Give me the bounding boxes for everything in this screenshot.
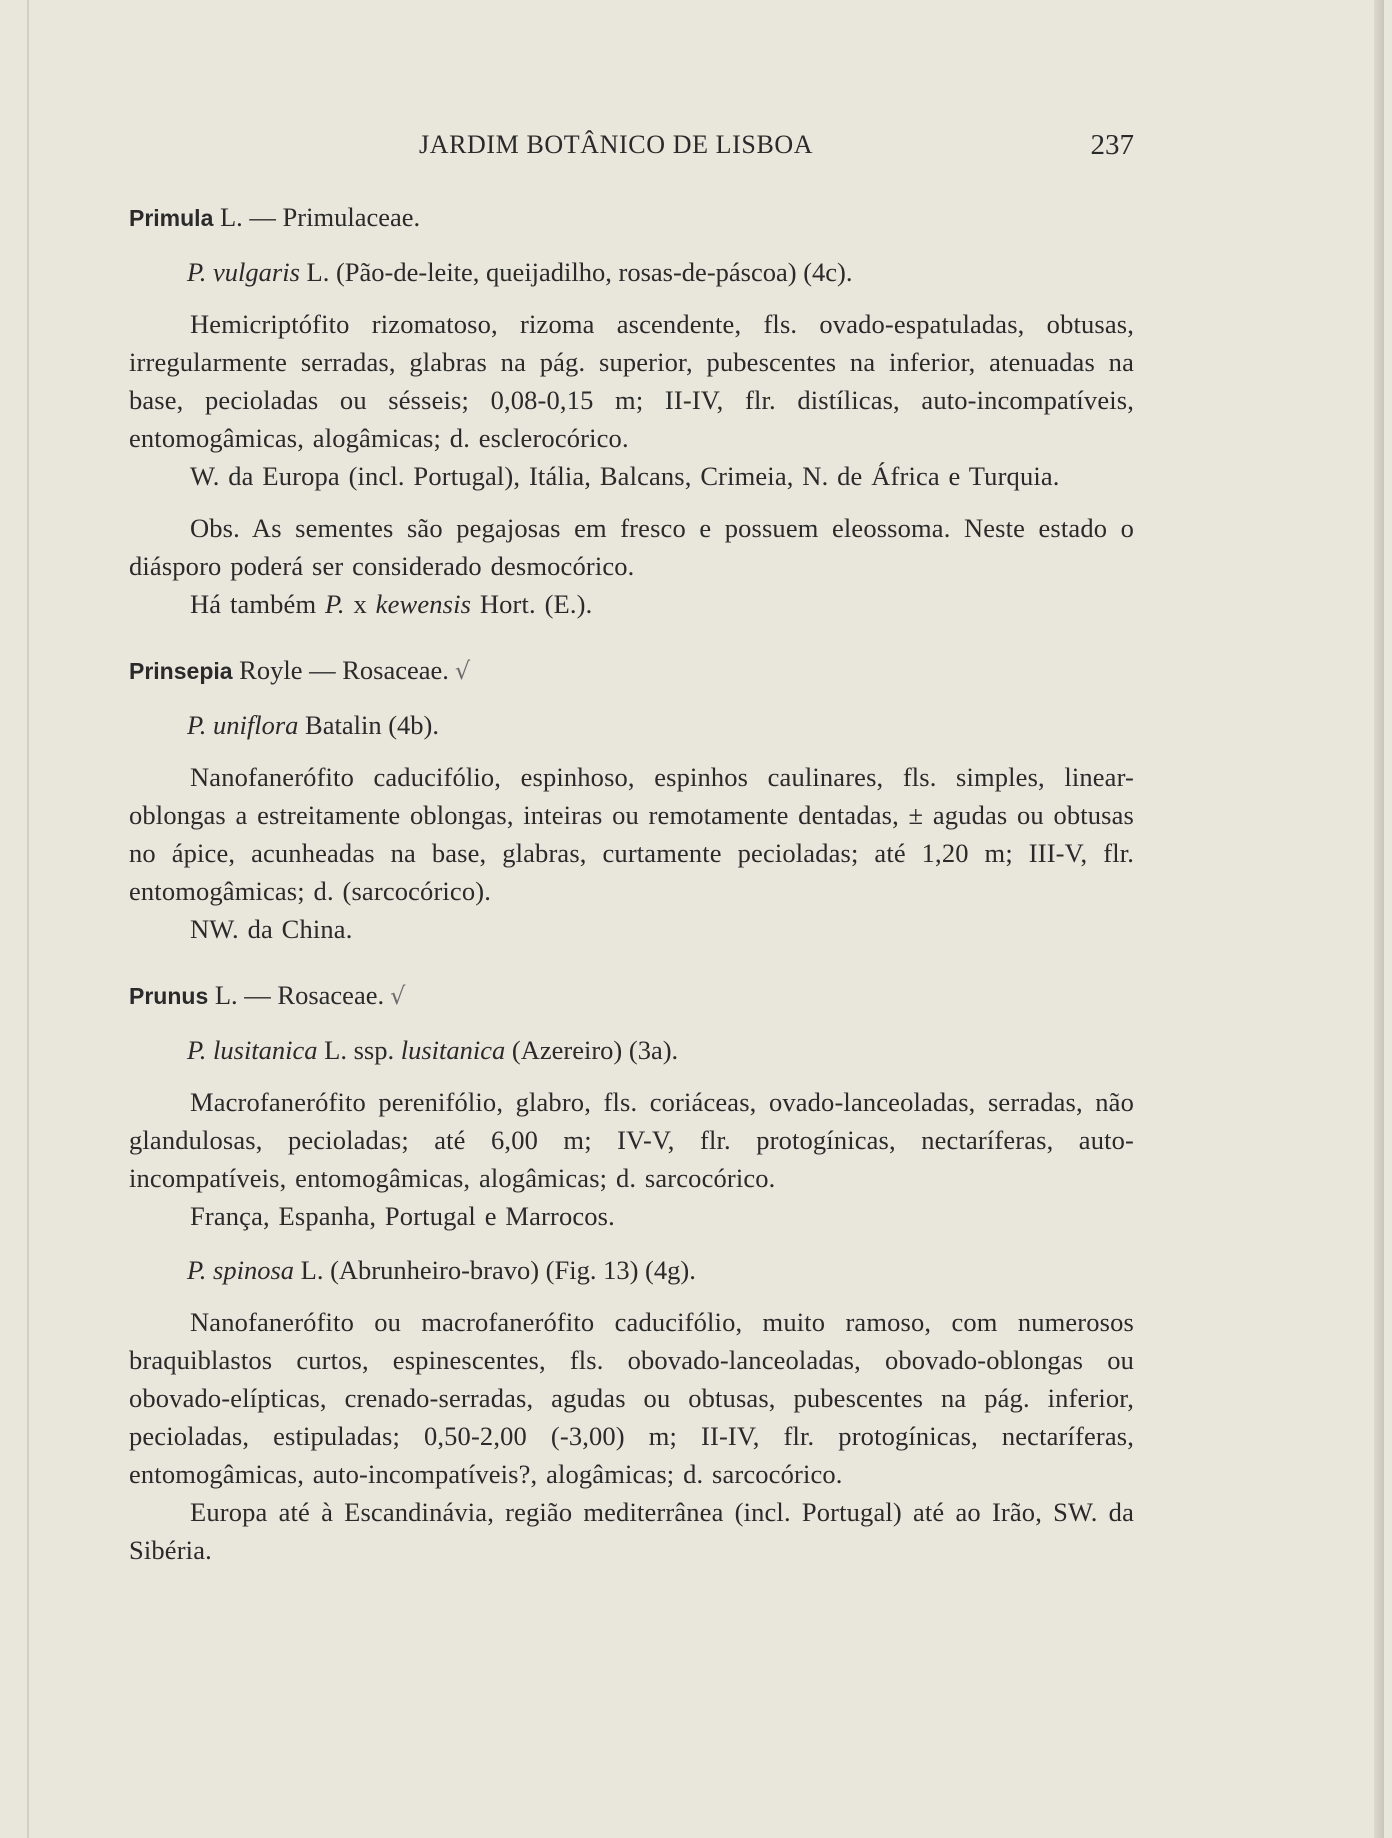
species-name: P. uniflora bbox=[187, 710, 299, 740]
species-distribution: NW. da China. bbox=[190, 914, 353, 944]
species-distribution: W. da Europa (incl. Portugal), Itália, Balcans, Crimeia, N. de África e Turquia. bbox=[190, 461, 1060, 491]
species-description: Nanofanerófito ou macrofanerófito caducifólio, muito ramoso, com numerosos braquiblastos curtos, espinescentes, fls. obovado-lanceoladas, obovado-oblongas ou obovado-elípticas, crenado-serradas, agudas ou obtusas, pubescentes na pág. inferior, pecioladas, estipuladas; 0,50-2,00 (-3,00) m; II-IV, flr. protogínicas, nectaríferas, entomogâmicas, auto-incompatíveis?, alogâmicas; d. sarcocórico. bbox=[129, 1307, 1134, 1489]
species-rest: (Azereiro) (3a). bbox=[505, 1035, 679, 1065]
species-extra-note: Há também P. x kewensis Hort. (E.). bbox=[190, 589, 593, 619]
species-heading-spinosa bbox=[129, 1251, 1134, 1289]
genus-heading-prinsepia bbox=[129, 651, 1134, 690]
species-heading-uniflora bbox=[129, 706, 1134, 744]
page-header bbox=[129, 110, 1134, 170]
species-description: Hemicriptófito rizomatoso, rizoma ascendente, fls. ovado-espatuladas, obtusas, irregularmente serradas, glabras na pág. superior, pubescentes na inferior, atenuadas na base, pecioladas ou sésseis; 0,08-0,15 m; II-IV, flr. distílicas, auto-incompatíveis, entomogâmicas, alogâmicas; d. esclerocórico. bbox=[129, 309, 1134, 453]
species-rest: Batalin (4b). bbox=[298, 710, 439, 740]
species-description: Macrofanerófito perenifólio, glabro, fls. coriáceas, ovado-lanceoladas, serradas, não glandulosas, pecioladas; até 6,00 m; IV-V, flr. protogínicas, nectaríferas, auto-incompatíveis, entomogâmicas, alogâmicas; d. sarcocórico. bbox=[129, 1087, 1134, 1193]
scan-right-edge bbox=[1374, 0, 1384, 1838]
species-heading-vulgaris bbox=[129, 253, 1134, 291]
genus-author: L. — Rosaceae. bbox=[208, 980, 385, 1010]
species-name: P. spinosa bbox=[187, 1255, 295, 1285]
subspecies-name: lusitanica bbox=[400, 1035, 506, 1065]
book-page bbox=[129, 110, 1134, 1569]
page-number: 237 bbox=[1090, 129, 1134, 161]
scan-left-edge bbox=[27, 0, 29, 1838]
species-observation: Obs. As sementes são pegajosas em fresco e possuem eleossoma. Neste estado o diásporo poderá ser considerado desmocórico. bbox=[129, 513, 1134, 581]
species-name: P. lusitanica bbox=[187, 1035, 318, 1065]
genus-name: Primula bbox=[129, 205, 214, 231]
genus-heading-primula bbox=[129, 198, 1134, 237]
genus-heading-prunus bbox=[129, 976, 1134, 1015]
genus-author: L. — Primulaceae. bbox=[213, 202, 421, 232]
species-distribution: Europa até à Escandinávia, região mediterrânea (incl. Portugal) até ao Irão, SW. da Sibéria. bbox=[129, 1497, 1134, 1565]
species-distribution: França, Espanha, Portugal e Marrocos. bbox=[190, 1201, 615, 1231]
check-mark: √ bbox=[454, 657, 471, 685]
species-description: Nanofanerófito caducifólio, espinhoso, espinhos caulinares, fls. simples, linear-oblongas a estreitamente oblongas, inteiras ou remotamente dentadas, ± agudas ou obtusas no ápice, acunheadas na base, glabras, curtamente pecioladas; até 1,20 m; III-V, flr. entomogâmicas; d. (sarcocórico). bbox=[129, 762, 1134, 906]
genus-name: Prunus bbox=[129, 983, 209, 1009]
species-name: P. vulgaris bbox=[187, 257, 300, 287]
check-mark: √ bbox=[390, 982, 406, 1010]
genus-name: Prinsepia bbox=[129, 658, 233, 684]
species-rest: L. (Pão-de-leite, queijadilho, rosas-de-páscoa) (4c). bbox=[299, 257, 853, 287]
running-title: JARDIM BOTÂNICO DE LISBOA bbox=[419, 130, 814, 159]
species-rest: L. (Abrunheiro-bravo) (Fig. 13) (4g). bbox=[294, 1255, 696, 1285]
species-heading-lusitanica: P. lusitanica L. ssp. lusitanica (Azereiro) (3a). bbox=[187, 1035, 679, 1065]
genus-author: Royle — Rosaceae. bbox=[232, 655, 449, 685]
